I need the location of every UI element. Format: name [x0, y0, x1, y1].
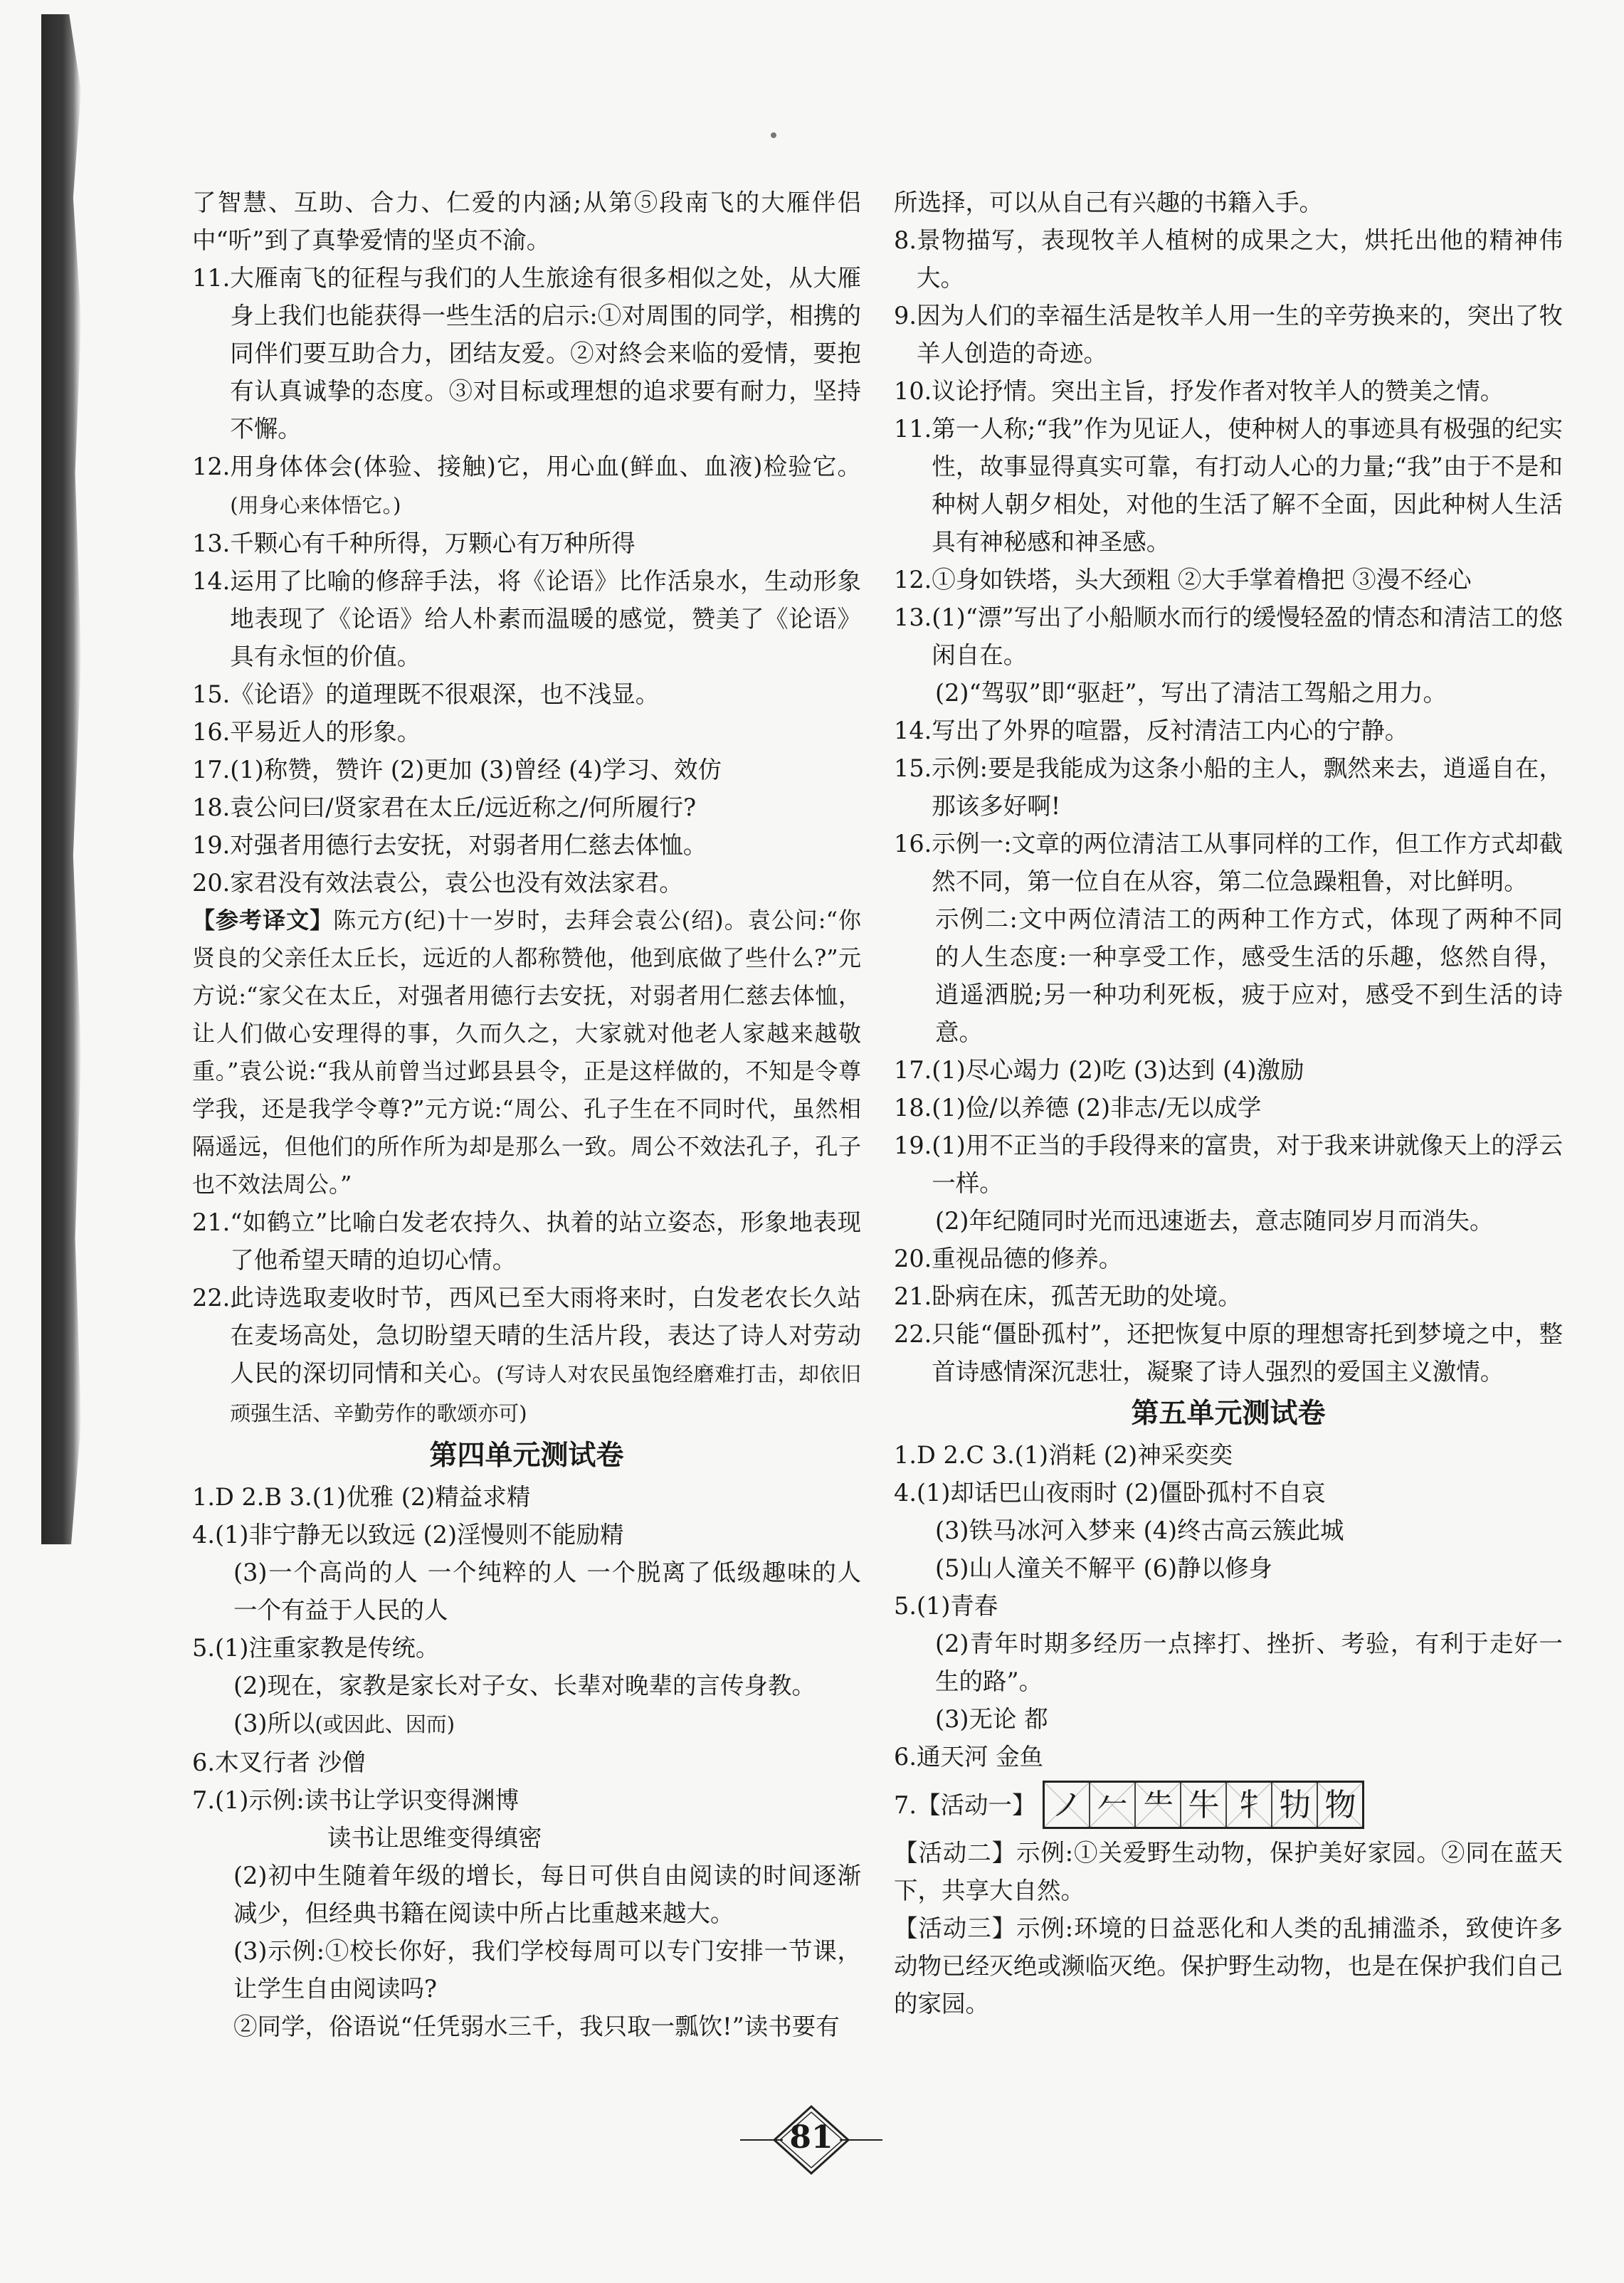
answer-text-block [932, 1089, 1563, 1127]
answer-text-block [230, 864, 861, 902]
answer-text: 示例二:文中两位清洁工的两种工作方式，体现了两种不同的人生态度:一种享受工作，感受生活的乐趣，悠然自得，逍遥洒脱;另一种功利死板，疲于应对，感受不到生活的诗意。 [935, 905, 1563, 1046]
answer-text-block [935, 1700, 1563, 1738]
answer-text-block [935, 1625, 1563, 1700]
answer-text: 此诗选取麦收时节，西风已至大雨将来时，白发老农长久站在麦场高处，急切盼望天晴的生活片段，表达了诗人对劳动人民的深切同情和关心。 [230, 1284, 861, 1387]
answer-text: 读书让思维变得缜密 [327, 1824, 542, 1852]
answer-item [192, 1744, 861, 1781]
answer-text-block [932, 1051, 1563, 1089]
answer-item [894, 1512, 1563, 1549]
answer-text: 所选择，可以从自己有兴趣的书籍入手。 [894, 189, 1323, 216]
answer-text-block [932, 599, 1563, 674]
answer-text-block [935, 1549, 1563, 1587]
answer-text: 因为人们的幸福生活是牧羊人用一生的辛劳换来的，突出了牧羊人创造的奇迹。 [916, 302, 1563, 367]
answer-text-block [932, 1240, 1563, 1277]
answer-text: “如鹤立”比喻白发老农持久、执着的站立姿态，形象地表现了他希望天晴的迫切心情。 [230, 1208, 861, 1274]
answer-item [192, 864, 861, 902]
answer-item [894, 1474, 1563, 1512]
stroke-cell: 牞 [1272, 1783, 1318, 1827]
answer-text-block [233, 1932, 861, 2008]
answer-item [894, 825, 1563, 900]
answer-text-block [230, 259, 861, 448]
answer-number: 14. [894, 717, 932, 744]
answer-number: 20. [192, 869, 231, 897]
answer-text-block [230, 562, 861, 675]
answer-item [192, 448, 861, 524]
answer-text-block [230, 789, 861, 826]
answer-text: 卧病在床，孤苦无助的处境。 [932, 1282, 1242, 1310]
answer-number: 13. [192, 529, 231, 557]
right-answer-list [894, 184, 1563, 1391]
answer-text: (2)现在，家教是家长对子女、长辈对晚辈的言传身教。 [233, 1672, 816, 1699]
answer-item [192, 1478, 861, 1516]
answer-item [894, 900, 1563, 1051]
answer-number: 17. [894, 1056, 932, 1084]
answer-item [192, 789, 861, 826]
reference-translation-text: 陈元方(纪)十一岁时，去拜会袁公(绍)。袁公问:“你贤良的父亲任太丘长，远近的人都称赞他，他到底做了些什么?”元方说:“家父在太丘，对强者用德行去安抚，对弱者用仁慈去体恤，让人们做心安理得的事，久而久之，大家就对他老人家越来越敬重。”袁公说:“我从前曾当过邺县县令，正是这样做的，不知是令尊学我，还是我学令尊?”元方说:“周公、孔子生在不同时代，虽然相隔遥远，但他们的所作所为却是那么一致。周公不效法孔子，孔子也不效法周公。” [192, 907, 861, 1198]
answer-item [192, 259, 861, 448]
answer-item [894, 1127, 1563, 1202]
answer-number: 6. [192, 1749, 215, 1776]
answer-number: 9. [894, 302, 917, 329]
unit4-heading: 第四单元测试卷 [429, 1439, 624, 1472]
answer-text: 大雁南飞的征程与我们的人生旅途有很多相似之处，从大雁身上我们也能获得一些生活的启示:①对周围的同学，相携的同伴们要互助合力，团结友爱。②对終会来临的爱情，要抱有认真诚挚的态度。③对目标或理想的追求要有耐力，坚持不懈。 [230, 264, 861, 443]
answer-number: 11. [192, 264, 231, 292]
answer-text: 用身体体会(体验、接触)它，用心血(鲜血、血液)检验它。 [230, 453, 861, 480]
activity1-label: 7.【活动一】 [894, 1791, 1036, 1819]
activity2 [894, 1834, 1563, 1909]
answer-text-block [932, 561, 1563, 599]
answer-number: 19. [192, 831, 231, 859]
page-number: 81 [789, 2119, 833, 2156]
answer-text-block [932, 1127, 1563, 1202]
answer-text-block [917, 1738, 1563, 1776]
answer-text-block [230, 675, 861, 713]
answer-item [894, 297, 1563, 372]
answer-number: 21. [894, 1282, 932, 1310]
answer-number: 22. [894, 1320, 932, 1348]
answer-text-block [894, 184, 1563, 221]
answer-item [192, 2008, 861, 2045]
scan-speck [771, 132, 776, 138]
answer-item [894, 674, 1563, 712]
answer-text: 重视品德的修养。 [932, 1245, 1123, 1272]
answer-item [894, 410, 1563, 561]
answer-text-block [230, 1203, 861, 1279]
answer-text-block [932, 372, 1563, 410]
answer-item [192, 1857, 861, 1932]
answer-text: 1.D 2.C 3.(1)消耗 (2)神采奕奕 [894, 1441, 1233, 1469]
answer-text-block [932, 1277, 1563, 1315]
answer-text-block [935, 1202, 1563, 1240]
answer-text: (1)青春 [916, 1592, 998, 1620]
activity1-row [894, 1776, 1563, 1834]
activity3-text: 示例:环境的日益恶化和人类的乱捕滥杀，致使许多动物已经灭绝或濒临灭绝。保护野生动物，也是在保护我们自己的家园。 [894, 1914, 1563, 2018]
stroke-cell: 牛 [1181, 1783, 1227, 1827]
answer-text: 示例:要是我能成为这条小船的主人，飘然来去，逍遥自在，那该多好啊! [932, 754, 1563, 820]
reference-translation [192, 902, 861, 1203]
answer-number: 4. [894, 1479, 917, 1507]
answer-item [894, 599, 1563, 674]
answer-item [894, 1315, 1563, 1391]
right-column [894, 184, 1563, 2023]
answer-text: 第一人称;“我”作为见证人，使种树人的事迹具有极强的纪实性，故事显得真实可靠，有打动人心的力量;“我”由于不是和种树人朝夕相处，对他的生活了解不全面，因此种树人生活具有神秘感和神圣感。 [932, 415, 1563, 556]
answer-text-block [230, 751, 861, 789]
answer-text: (3)铁马冰河入梦来 (4)终古高云簇此城 [935, 1517, 1344, 1544]
answer-text-block [215, 1629, 861, 1667]
answer-text: 了智慧、互助、合力、仁爱的内涵;从第⑤段南飞的大雁伴侣中“听”到了真挚爱情的坚贞不渝。 [192, 189, 861, 254]
stroke-order-grid [1043, 1781, 1364, 1829]
answer-text: 《论语》的道理既不很艰深，也不浅显。 [230, 680, 660, 708]
answer-item [192, 713, 861, 751]
answer-text: (2)年纪随同时光而迅速逝去，意志随同岁月而消失。 [935, 1207, 1494, 1235]
answer-text: 平易近人的形象。 [230, 718, 421, 746]
answer-text-block [935, 900, 1563, 1051]
answer-item [192, 751, 861, 789]
answer-note: (用身心来体悟它。) [230, 493, 401, 517]
answer-text: (1)示例:读书让学识变得渊博 [214, 1786, 520, 1814]
answer-note: (或因此、因而) [315, 1712, 455, 1736]
scan-binding-edge [41, 14, 81, 1544]
answer-item [894, 712, 1563, 749]
answer-text-block [230, 524, 861, 562]
answer-text: (1)尽心竭力 (2)吃 (3)达到 (4)激励 [932, 1056, 1304, 1084]
answer-number: 5. [192, 1634, 215, 1662]
answer-text: (1)注重家教是传统。 [214, 1634, 440, 1662]
answer-number: 12. [894, 566, 932, 594]
answer-text: 对强者用德行去安抚，对弱者用仁慈去体恤。 [230, 831, 707, 859]
answer-text: (5)山人潼关不解平 (6)静以修身 [935, 1554, 1273, 1582]
answer-text-block [233, 1704, 861, 1744]
stroke-cell: 物 [1318, 1783, 1362, 1827]
answer-item [894, 1277, 1563, 1315]
answer-text: 袁公问曰/贤家君在太丘/远近称之/何所履行? [230, 793, 697, 821]
answer-text-block [215, 1516, 861, 1554]
answer-number: 15. [192, 680, 231, 708]
answer-text: 通天河 金鱼 [916, 1743, 1044, 1771]
answer-text: (3)一个高尚的人 一个纯粹的人 一个脱离了低级趣味的人 一个有益于人民的人 [233, 1559, 861, 1624]
answer-text: (1)非宁静无以致远 (2)淫慢则不能励精 [214, 1521, 624, 1549]
answer-item [894, 1549, 1563, 1587]
answer-text-block [230, 1279, 861, 1433]
answer-text: (1)却话巴山夜雨时 (2)僵卧孤村不自哀 [916, 1479, 1326, 1507]
answer-text: 运用了比喻的修辞手法，将《论语》比作活泉水，生动形象地表现了《论语》给人朴素而温暖的感觉，赞美了《论语》具有永恒的价值。 [230, 567, 861, 670]
answer-number: 21. [192, 1208, 231, 1236]
answer-text-block [215, 1781, 861, 1819]
answer-text-block [932, 410, 1563, 561]
answer-item [192, 1279, 861, 1433]
answer-text: (1)用不正当的手段得来的富贵，对于我来讲就像天上的浮云一样。 [932, 1132, 1563, 1197]
answer-text: 只能“僵卧孤村”，还把恢复中原的理想寄托到梦境之中，整首诗感情深沉悲壮，凝聚了诗人强烈的爱国主义激情。 [932, 1320, 1563, 1386]
answer-text-block [233, 2008, 861, 2045]
answer-item [192, 675, 861, 713]
answer-text-block [917, 297, 1563, 372]
answer-item [192, 1516, 861, 1554]
left-answer-list-2 [192, 1203, 861, 1433]
answer-text-block [932, 1315, 1563, 1391]
answer-number: 22. [192, 1284, 231, 1312]
answer-item [894, 1051, 1563, 1089]
answer-number: 16. [894, 830, 932, 858]
answer-number: 4. [192, 1521, 215, 1549]
answer-number: 17. [192, 756, 231, 784]
answer-text: 示例一:文章的两位清洁工从事同样的工作，但工作方式却截然不同，第一位自在从容，第二位急躁粗鲁，对比鲜明。 [932, 830, 1563, 895]
unit5-answer-list [894, 1436, 1563, 1776]
left-answer-list [192, 184, 861, 902]
answer-number: 19. [894, 1132, 932, 1159]
answer-number: 14. [192, 567, 231, 595]
answer-text: (2)“驾驭”即“驱赶”，写出了清洁工驾船之用力。 [935, 679, 1447, 707]
answer-text-block [230, 448, 861, 524]
answer-text: 千颗心有千种所得，万颗心有万种所得 [230, 529, 636, 557]
stroke-cell: ⺧ [1136, 1783, 1181, 1827]
answer-item [192, 1667, 861, 1704]
answer-item [894, 1240, 1563, 1277]
page-number-badge [740, 2101, 882, 2179]
answer-text-block [327, 1819, 861, 1857]
answer-text-block [233, 1554, 861, 1629]
answer-number: 16. [192, 718, 231, 746]
answer-number: 18. [192, 793, 231, 821]
answer-text-block [230, 826, 861, 864]
answer-item [894, 1587, 1563, 1625]
answer-item [192, 1781, 861, 1819]
answer-text: 议论抒情。突出主旨，抒发作者对牧羊人的赞美之情。 [932, 377, 1504, 405]
answer-text-block [192, 1478, 861, 1516]
answer-number: 20. [894, 1245, 932, 1272]
answer-item [894, 749, 1563, 825]
answer-number: 12. [192, 453, 231, 480]
answer-text: ①身如铁塔，头大颈粗 ②大手掌着橹把 ③漫不经心 [932, 566, 1472, 594]
answer-item [894, 221, 1563, 297]
activity2-text: 示例:①关爱野生动物，保护美好家园。②同在蓝天下，共享大自然。 [894, 1839, 1563, 1904]
answer-text-block [917, 221, 1563, 297]
answer-text: (2)青年时期多经历一点摔打、挫折、考验，有利于走好一生的路”。 [935, 1630, 1563, 1695]
answer-item [894, 1738, 1563, 1776]
answer-number: 15. [894, 754, 932, 782]
answer-item [192, 1554, 861, 1629]
answer-text: 景物描写，表现牧羊人植树的成果之大，烘托出他的精神伟大。 [916, 226, 1563, 292]
answer-item [192, 562, 861, 675]
answer-text: 1.D 2.B 3.(1)优雅 (2)精益求精 [192, 1483, 531, 1511]
answer-item [894, 184, 1563, 221]
answer-item [894, 1436, 1563, 1474]
answer-item [192, 184, 861, 259]
answer-number: 7. [192, 1786, 215, 1814]
answer-item [894, 1202, 1563, 1240]
answer-item [894, 1625, 1563, 1700]
answer-text: 写出了外界的喧嚣，反衬清洁工内心的宁静。 [932, 717, 1409, 744]
answer-text: (1)俭/以养德 (2)非志/无以成学 [932, 1094, 1262, 1122]
left-column [192, 184, 861, 2045]
answer-text: (1)“漂”写出了小船顺水而行的缓慢轻盈的情态和清洁工的悠闲自在。 [932, 603, 1563, 669]
answer-text-block [935, 1512, 1563, 1549]
answer-text-block [935, 674, 1563, 712]
answer-text: (1)称赞，赞许 (2)更加 (3)曾经 (4)学习、效仿 [230, 756, 722, 784]
answer-item [192, 1704, 861, 1744]
answer-item [192, 1819, 861, 1857]
answer-text-block [233, 1857, 861, 1932]
answer-item [192, 1629, 861, 1667]
answer-text: (2)初中生随着年级的增长，每日可供自由阅读的时间逐渐减少，但经典书籍在阅读中所占比重越来越大。 [233, 1862, 861, 1927]
answer-text-block [932, 825, 1563, 900]
answer-number: 13. [894, 603, 932, 631]
answer-text: 木叉行者 沙僧 [214, 1749, 366, 1776]
activity2-label: 【活动二】 [894, 1839, 1016, 1867]
answer-item [894, 372, 1563, 410]
answer-text-block [917, 1474, 1563, 1512]
answer-number: 8. [894, 226, 917, 254]
answer-text-block [230, 713, 861, 751]
answer-text-block [192, 184, 861, 259]
answer-number: 18. [894, 1094, 932, 1122]
answer-text: 家君没有效法袁公，袁公也没有效法家君。 [230, 869, 683, 897]
answer-item [192, 1932, 861, 2008]
answer-item [192, 826, 861, 864]
answer-text: (3)无论 都 [935, 1705, 1048, 1733]
stroke-cell: 𠂉 [1090, 1783, 1136, 1827]
unit5-heading: 第五单元测试卷 [1131, 1397, 1326, 1430]
answer-number: 6. [894, 1743, 917, 1771]
answer-note: (写诗人对农民虽饱经磨难打击，却依旧顽强生活、辛勤劳作的歌颂亦可) [230, 1362, 861, 1425]
answer-item [894, 1700, 1563, 1738]
answer-number: 10. [894, 377, 932, 405]
stroke-cell: 牜 [1227, 1783, 1272, 1827]
answer-number: 5. [894, 1592, 917, 1620]
unit4-answer-list [192, 1478, 861, 2045]
reference-translation-label: 【参考译文】 [192, 907, 334, 934]
answer-text-block [932, 712, 1563, 749]
answer-text-block [932, 749, 1563, 825]
answer-text: (3)示例:①校长你好，我们学校每周可以专门安排一节课，让学生自由阅读吗? [233, 1937, 861, 2003]
answer-text: ②同学，俗语说“任凭弱水三千，我只取一瓢饮!”读书要有 [233, 2013, 840, 2040]
answer-text-block [917, 1587, 1563, 1625]
stroke-cell: ノ [1045, 1783, 1090, 1827]
activity3-label: 【活动三】 [894, 1914, 1016, 1942]
answer-text-block [215, 1744, 861, 1781]
answer-number: 11. [894, 415, 932, 443]
answer-item [192, 524, 861, 562]
answer-text: (3)所以 [233, 1709, 315, 1737]
answer-text-block [233, 1667, 861, 1704]
activity3 [894, 1909, 1563, 2023]
answer-item [894, 561, 1563, 599]
answer-text-block [894, 1436, 1563, 1474]
answer-item [894, 1089, 1563, 1127]
answer-item [192, 1203, 861, 1279]
